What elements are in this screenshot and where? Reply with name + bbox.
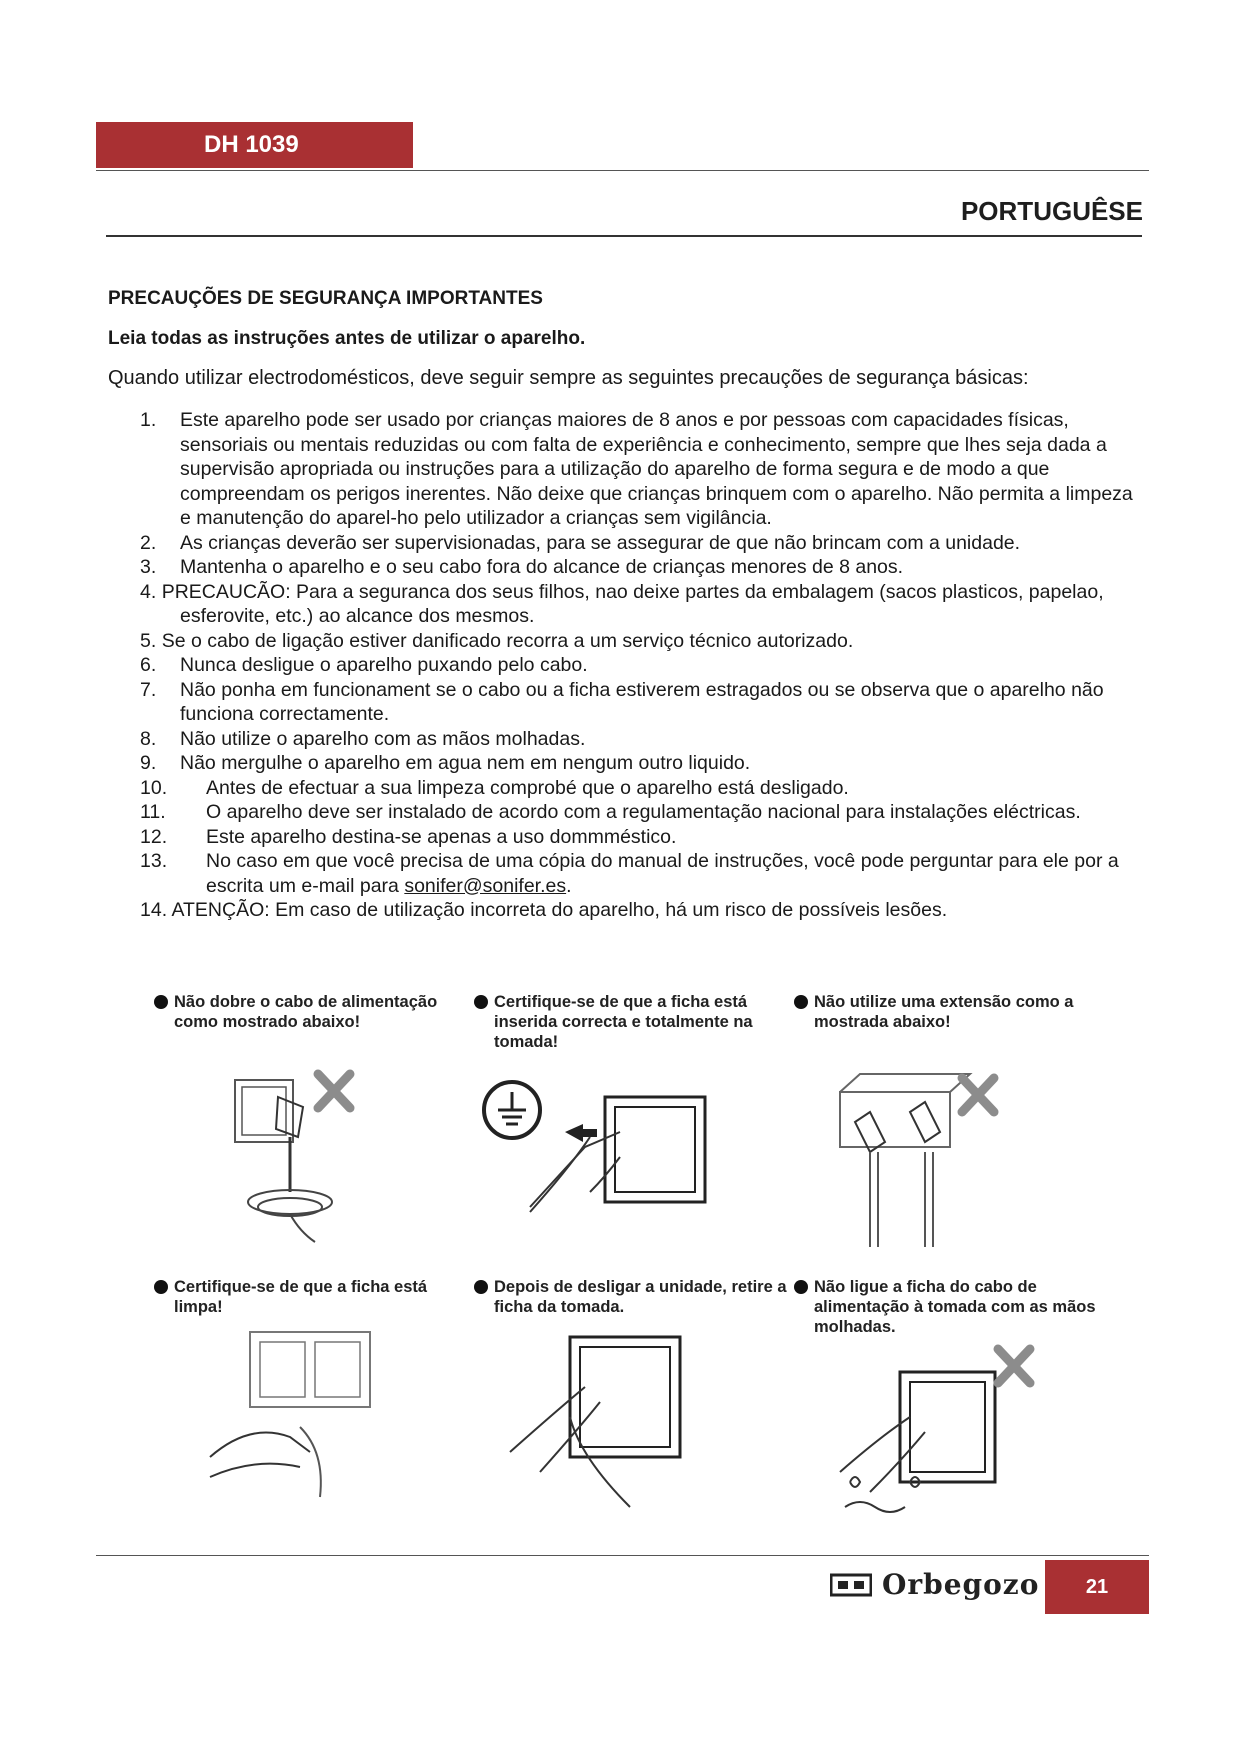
list-item: 10. Antes de efectuar a sua limpeza comprobé que o aparelho está desligado. bbox=[140, 776, 849, 799]
section-heading: PRECAUÇÕES DE SEGURANÇA IMPORTANTES bbox=[108, 288, 543, 309]
list-item: 14. ATENÇÃO: Em caso de utilização incorreta do aparelho, há um risco de possíveis lesões. bbox=[140, 899, 948, 921]
list-item: 2. As crianças deverão ser supervisionadas, para se assegurar de que não brincam com a unidade. bbox=[140, 531, 1021, 554]
list-item: 7. Não ponha em funcionament se o cabo ou a ficha estiverem estragados ou se observa que o aparelho não funciona correctamente. bbox=[140, 678, 1104, 725]
list-item: 13. No caso em que você precisa de uma cópia do manual de instruções, você pode perguntar para ele por a escrita um e-mail para sonifer@sonifer.es. bbox=[140, 850, 1119, 897]
brand-mark-icon bbox=[830, 1572, 872, 1598]
list-item: 4. PRECAUCÃO: Para a seguranca dos seus filhos, nao deixe partes da embalagem (sacos plasticos, papelao, esferovite, etc.) ao alcance dos mesmos. bbox=[140, 580, 1104, 627]
warning-panel: Não ligue a ficha do cabo de alimentação à tomada com as mãos molhadas. bbox=[790, 1277, 1110, 1547]
footer-divider bbox=[96, 1555, 1149, 1556]
warning-illustrations bbox=[150, 992, 1110, 1552]
language-title: PORTUGUÊSE bbox=[960, 196, 1143, 226]
warning-panel: Certifique-se de que a ficha está limpa! bbox=[150, 1277, 470, 1547]
prohibited-x-icon bbox=[998, 1349, 1030, 1383]
plug-insert-illustration bbox=[470, 992, 770, 1262]
warning-panel: Não dobre o cabo de alimentação como mostrado abaixo! bbox=[150, 992, 470, 1262]
list-item: 1. Este aparelho pode ser usado por crianças maiores de 8 anos e por pessoas com capacidades físicas, sensoriais ou mentais reduzidas ou com falta de experiência e conhecimento, sempre que lhes seja dada a supervisão apropriada ou instruções para a utilização do aparelho de forma segura e de modo a que compreendam os perigos inerentes. Não deixe que crianças brinquem com o aparelho. Não permita a limpeza e manutenção do aparel-ho pelo utilizador a crianças sem vigilância. bbox=[140, 409, 1133, 529]
page-number: 21 bbox=[1045, 1560, 1149, 1614]
model-label: DH 1039 bbox=[204, 131, 299, 158]
list-item: 11. O aparelho deve ser instalado de acordo com a regulamentação nacional para instalações eléctricas. bbox=[140, 801, 1081, 823]
top-divider bbox=[96, 170, 1149, 171]
brand-logo bbox=[830, 1568, 1039, 1601]
model-tab bbox=[96, 122, 413, 168]
earth-ground-icon bbox=[484, 1082, 540, 1138]
prohibited-x-icon bbox=[318, 1074, 350, 1108]
prohibited-x-icon bbox=[962, 1078, 994, 1112]
list-item: 3. Mantenha o aparelho e o seu cabo fora do alcance de crianças menores de 8 anos. bbox=[140, 556, 904, 578]
clean-plug-illustration bbox=[150, 1277, 450, 1547]
extension-illustration bbox=[790, 992, 1090, 1262]
brand-name: Orbegozo bbox=[882, 1568, 1040, 1601]
warning-panel: Depois de desligar a unidade, retire a ficha da tomada. bbox=[470, 1277, 790, 1547]
safety-rules-list bbox=[140, 408, 1140, 923]
language-divider bbox=[106, 235, 1142, 237]
unplug-illustration bbox=[470, 1277, 770, 1547]
list-item: 9. Não mergulhe o aparelho em agua nem em nengum outro liquido. bbox=[140, 752, 751, 774]
bent-cable-illustration bbox=[150, 992, 450, 1262]
list-item: 8. Não utilize o aparelho com as mãos molhadas. bbox=[140, 727, 586, 750]
list-item: 12. Este aparelho destina-se apenas a uso dommméstico. bbox=[140, 825, 677, 848]
list-item: 5. Se o cabo de ligação estiver danificado recorra a um serviço técnico autorizado. bbox=[140, 629, 854, 652]
support-email-link[interactable]: sonifer@sonifer.es bbox=[404, 874, 567, 897]
wet-hands-illustration bbox=[790, 1277, 1090, 1547]
lead-instruction: Leia todas as instruções antes de utilizar o aparelho. bbox=[108, 328, 586, 349]
list-item: 6. Nunca desligue o aparelho puxando pelo cabo. bbox=[140, 654, 588, 676]
warning-panel: Certifique-se de que a ficha está inserida correcta e totalmente na tomada! bbox=[470, 992, 790, 1262]
warning-panel: Não utilize uma extensão como a mostrada abaixo! bbox=[790, 992, 1110, 1262]
intro-text: Quando utilizar electrodomésticos, deve seguir sempre as seguintes precauções de segurança básicas: bbox=[108, 367, 1029, 389]
